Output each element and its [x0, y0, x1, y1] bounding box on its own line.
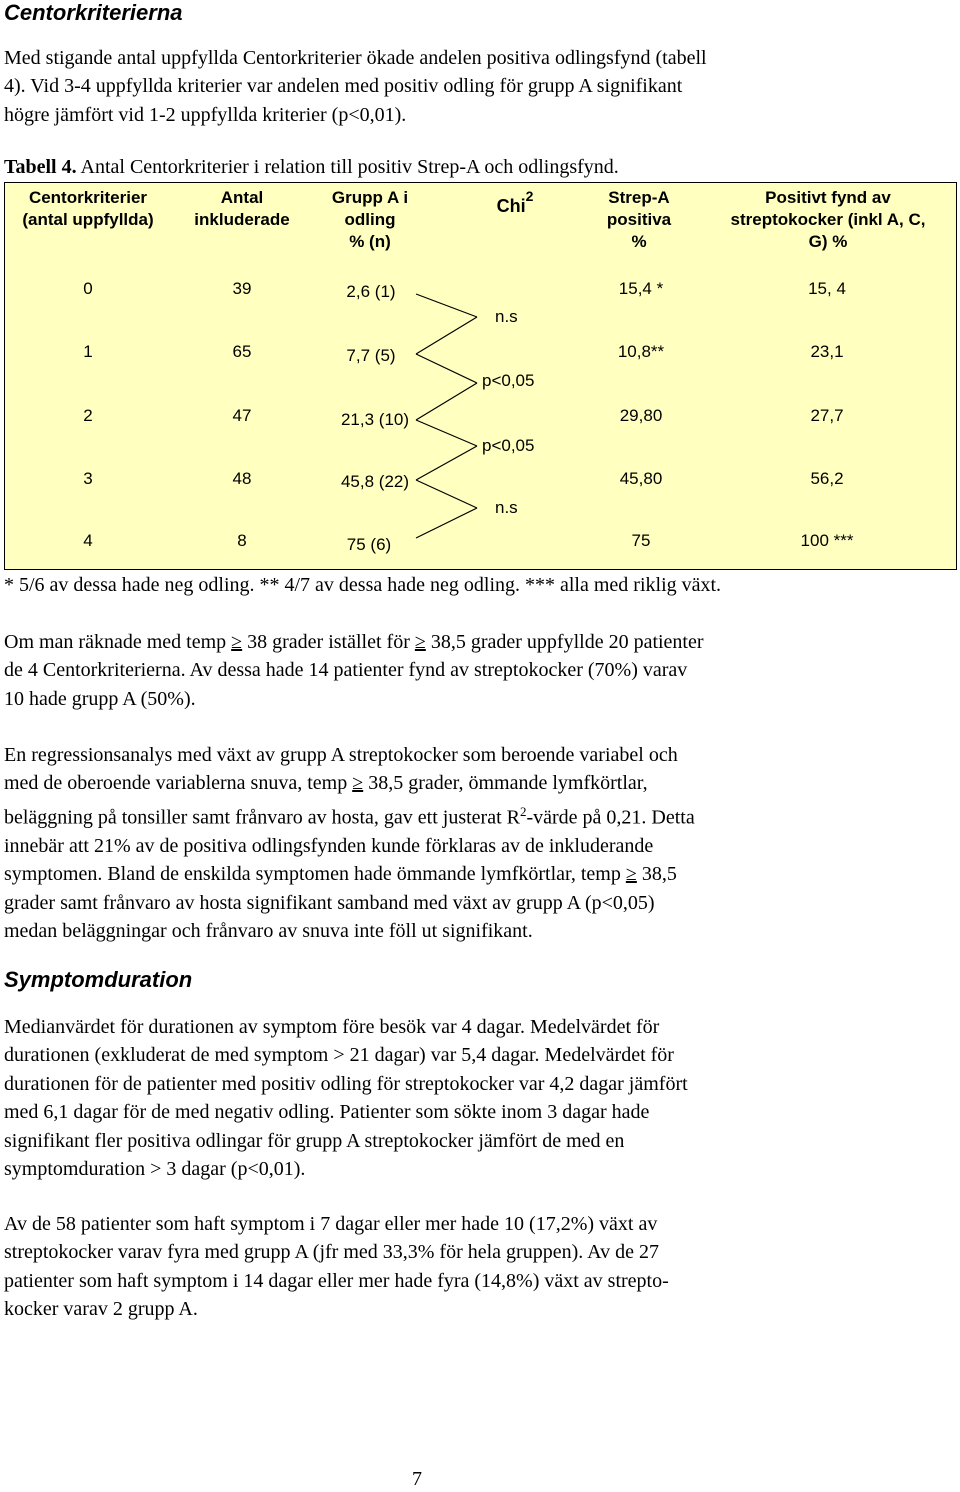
chi-value: p<0,05 [482, 371, 535, 390]
cell-strep-a: 10,8** [617, 342, 665, 361]
connector-line [416, 446, 477, 480]
text-line: grader samt frånvaro av hosta signifikant samband med växt av grupp A (p<0,05) [4, 891, 655, 914]
cell-criteria: 4 [83, 531, 93, 550]
cell-positive: 15, 4 [808, 279, 846, 298]
header-line: G) % [808, 232, 848, 251]
cell-included: 47 [232, 406, 252, 425]
text-line [4, 769, 904, 797]
cell-included: 48 [232, 469, 252, 488]
cell-strep-a: 15,4 * [618, 279, 664, 298]
header-line: positiva [606, 210, 672, 229]
text-line: kocker varav 2 grupp A. [4, 1298, 198, 1321]
text-line: 4). Vid 3-4 uppfyllda kriterier var andelen med positiv odling för grupp A signifikant [4, 75, 683, 98]
connector-line [416, 317, 477, 354]
text-run: 38,5 grader, ömmande lymfkörtlar, [363, 772, 648, 795]
cell-positive: 27,7 [810, 406, 844, 425]
text-line: durationen för de patienter med positiv odling för streptokocker var 4,2 dagar jämfört [4, 1072, 688, 1095]
cell-positive: 100 *** [800, 531, 854, 550]
text-line: signifikant fler positiva odlingar för grupp A streptokocker jämfört de med en [4, 1129, 625, 1152]
connector-line [416, 480, 477, 508]
cell-group-a: 21,3 (10) [340, 410, 410, 429]
cell-included: 8 [237, 531, 247, 550]
cell-included: 39 [232, 279, 252, 298]
centor-table [4, 182, 957, 570]
seven-day-paragraph [4, 1210, 904, 1324]
text-line [4, 798, 904, 832]
superscript: 2 [519, 803, 527, 819]
text-line: 10 hade grupp A (50%). [4, 687, 196, 710]
ge-symbol: ≥ [352, 772, 364, 795]
text-run: -värde på 0,21. Detta [526, 806, 695, 829]
connector-line [416, 383, 477, 420]
page-number: 7 [412, 1468, 422, 1490]
header-line: % (n) [349, 232, 391, 251]
text-line: durationen (exkluderat de med symptom > 21 dagar) var 5,4 dagar. Medelvärdet för [4, 1044, 674, 1067]
cell-positive: 56,2 [810, 469, 844, 488]
cell-group-a: 45,8 (22) [340, 472, 410, 491]
header-line: Grupp A i [331, 188, 409, 207]
header-line: Antal [220, 188, 264, 207]
text-line: Medianvärdet för durationen av symptom före besök var 4 dagar. Medelvärdet för [4, 1016, 660, 1038]
text-line: symptomduration > 3 dagar (p<0,01). [4, 1158, 306, 1181]
intro-paragraph [4, 44, 904, 129]
cell-criteria: 0 [83, 279, 93, 298]
connector-line [416, 508, 477, 538]
chi-value: n.s [495, 307, 518, 326]
text-run: symptomen. Bland de enskilda symptomen hade ömmande lymfkörtlar, temp [4, 863, 626, 886]
text-line: Av de 58 patienter som haft symptom i 7 dagar eller mer hade 10 (17,2%) växt av [4, 1213, 658, 1235]
table-footnote: * 5/6 av dessa hade neg odling. ** 4/7 av dessa hade neg odling. *** alla med riklig växt. [4, 574, 722, 596]
table-caption-label: Tabell 4. [4, 156, 77, 178]
cell-included: 65 [232, 342, 252, 361]
header-chi-sup: 2 [525, 188, 534, 204]
text-line [4, 628, 904, 656]
text-line: En regressionsanalys med växt av grupp A streptokocker som beroende variabel och [4, 744, 678, 766]
header-line: (antal uppfyllda) [22, 210, 154, 229]
header-line: streptokocker (inkl A, C, [730, 210, 926, 229]
header-chi-text: Chi [496, 196, 526, 216]
text-line: med 6,1 dagar för de med negativ odling. Patienter som sökte inom 3 dagar hade [4, 1101, 650, 1124]
header-line: % [631, 232, 647, 251]
cell-group-a: 2,6 (1) [346, 282, 396, 301]
ge-symbol: ≥ [231, 631, 243, 653]
connector-line [416, 420, 477, 446]
cell-strep-a: 45,80 [619, 469, 663, 488]
cell-group-a: 75 (6) [346, 535, 392, 554]
text-line: streptokocker varav fyra med grupp A (jfr med 33,3% för hela gruppen). Av de 27 [4, 1241, 659, 1264]
connector-line [416, 354, 477, 383]
header-line: inkluderade [194, 210, 290, 229]
header-line: Strep-A [608, 188, 670, 207]
text-line: medan beläggningar och frånvaro av snuva inte föll ut signifikant. [4, 920, 533, 943]
regression-paragraph [4, 741, 904, 946]
cell-strep-a: 29,80 [619, 406, 663, 425]
duration-paragraph [4, 1013, 904, 1183]
cell-criteria: 2 [83, 406, 93, 425]
text-run: beläggning på tonsiller samt frånvaro av hosta, gav ett justerat R [4, 806, 520, 829]
ge-symbol: ≥ [625, 863, 637, 886]
section-heading-symptomduration: Symptomduration [4, 967, 193, 992]
table-caption [4, 156, 619, 179]
cell-positive: 23,1 [810, 342, 844, 361]
text-run: Om man räknade med temp [4, 631, 232, 653]
chi-value: n.s [495, 498, 518, 517]
cell-strep-a: 75 [631, 531, 651, 550]
cell-group-a: 7,7 (5) [346, 346, 396, 365]
text-line: Med stigande antal uppfyllda Centorkriterier ökade andelen positiva odlingsfynd (tabell [4, 47, 707, 69]
text-run: 38 grader istället för [242, 631, 415, 653]
ge-symbol: ≥ [414, 631, 426, 653]
text-line: de 4 Centorkriterierna. Av dessa hade 14 patienter fynd av streptokocker (70%) varav [4, 659, 688, 682]
text-run: med de oberoende variablerna snuva, temp [4, 772, 353, 795]
cell-criteria: 3 [83, 469, 93, 488]
cell-criteria: 1 [83, 342, 93, 361]
text-line: patienter som haft symptom i 14 dagar eller mer hade fyra (14,8%) växt av strepto- [4, 1269, 669, 1292]
header-line: Positivt fynd av [765, 188, 891, 207]
text-line [4, 860, 904, 888]
text-line: innebär att 21% av de positiva odlingsfynden kunde förklaras av de inkluderande [4, 834, 654, 857]
header-line: Centorkriterier [28, 188, 148, 207]
text-run: 38,5 grader uppfyllde 20 patienter [425, 631, 704, 653]
table-caption-text: Antal Centorkriterier i relation till positiv Strep-A och odlingsfynd. [76, 156, 619, 178]
section-heading-centorkriterierna: Centorkriterierna [4, 0, 183, 25]
temp-paragraph [4, 628, 904, 713]
connector-line [416, 294, 477, 317]
chi-value: p<0,05 [482, 436, 535, 455]
text-line: högre jämfört vid 1-2 uppfyllda kriterier (p<0,01). [4, 103, 407, 126]
text-run: 38,5 [636, 863, 677, 886]
header-line: odling [344, 210, 396, 229]
